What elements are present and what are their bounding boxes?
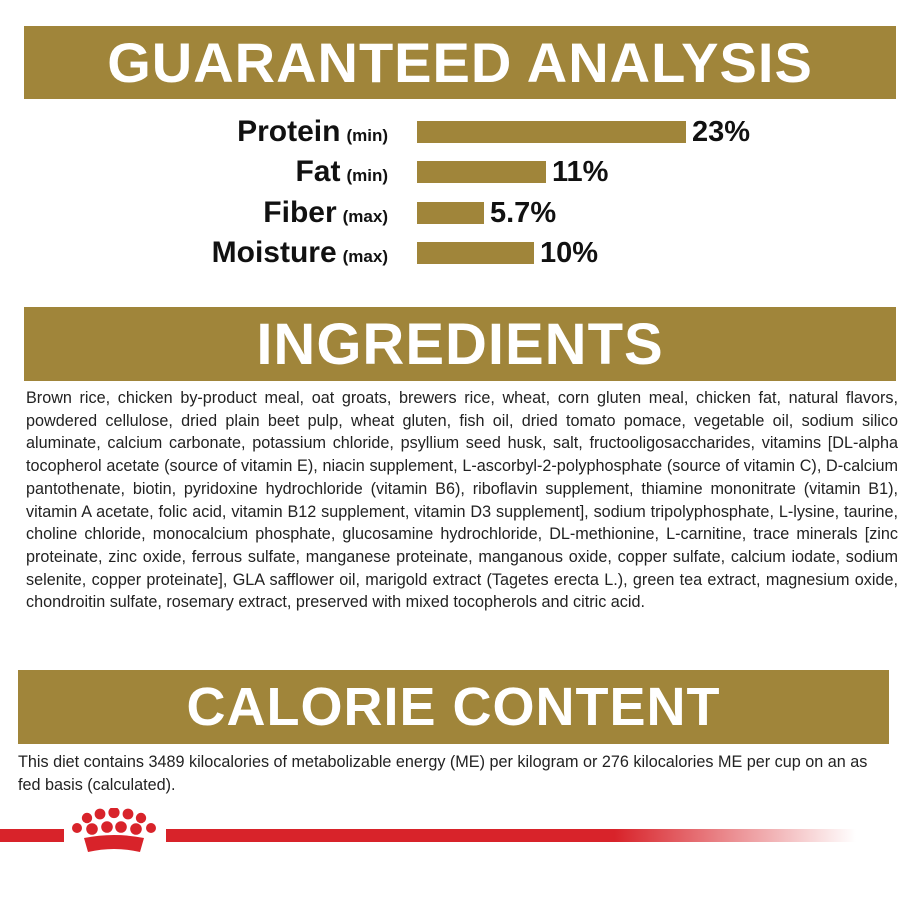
nutrient-qualifier: (min): [346, 166, 388, 185]
nutrient-bar: [417, 161, 546, 183]
nutrient-row-protein: [0, 114, 900, 150]
nutrient-name: Fiber: [263, 196, 337, 229]
nutrient-label: [237, 114, 388, 154]
nutrient-value: 10%: [540, 237, 599, 269]
nutrient-value: 11%: [552, 156, 609, 188]
nutrient-qualifier: (min): [346, 126, 388, 145]
guaranteed-analysis-banner: GUARANTEED ANALYSIS: [24, 26, 896, 99]
ingredients-text: Brown rice, chicken by-product meal, oat groats, brewers rice, wheat, corn gluten meal, chicken fat, natural flavors, powdered cellulose, dried plain beet pulp, wheat gluten, fish oil, dried tomato pomace, vegetable oil, sodium silico aluminate, calcium carbonate, potassium chloride, psyllium seed husk, salt, fructooligosaccharides, vitamins [DL-alpha tocopherol acetate (source of vitamin E), niacin supplement, L-ascorbyl-2-polyphosphate (source of vitamin C), D-calcium pantothenate, biotin, pyridoxine hydrochloride (vitamin B6), riboflavin supplement, thiamine mononitrate (vitamin B1), vitamin A acetate, folic acid, vitamin B12 supplement, vitamin D3 supplement], sodium tripolyphosphate, L-lysine, taurine, choline chloride, monocalcium phosphate, glucosamine hydrochloride, DL-methionine, L-carnitine, trace minerals [zinc proteinate, zinc oxide, ferrous sulfate, manganese proteinate, manganous oxide, copper sulfate, calcium iodate, sodium selenite, copper proteinate], GLA safflower oil, marigold extract (Tagetes erecta L.), green tea extract, magnesium oxide, chondroitin sulfate, rosemary extract, preserved with mixed tocopherols and citric acid.: [26, 389, 898, 612]
nutrient-value: 5.7%: [490, 197, 557, 229]
calorie-content-banner: CALORIE CONTENT: [18, 670, 889, 744]
footer-red-line-left: [0, 829, 64, 842]
nutrient-label: [295, 154, 388, 194]
nutrient-row-moisture: [0, 235, 900, 271]
nutrient-value: 23%: [692, 116, 751, 148]
nutrient-name: Fat: [295, 155, 341, 188]
nutrient-row-fiber: [0, 195, 900, 231]
nutrient-bar: [417, 242, 534, 264]
calorie-content-text: This diet contains 3489 kilocalories of metabolizable energy (ME) per kilogram or 276 kilocalories ME per cup on an as fed basis (calculated).: [18, 753, 868, 794]
nutrient-label: [212, 235, 388, 275]
nutrient-label: [263, 195, 388, 235]
royal-crown-icon: [64, 808, 164, 860]
nutrient-row-fat: [0, 154, 900, 190]
nutrient-name: Protein: [237, 115, 341, 148]
ingredients-banner: INGREDIENTS: [24, 307, 896, 381]
nutrient-bar: [417, 121, 686, 143]
nutrient-bar: [417, 202, 484, 224]
footer-red-line-right: [166, 829, 856, 842]
nutrient-name: Moisture: [211, 236, 337, 269]
nutrient-qualifier: (max): [342, 247, 388, 266]
nutrient-qualifier: (max): [342, 207, 388, 226]
